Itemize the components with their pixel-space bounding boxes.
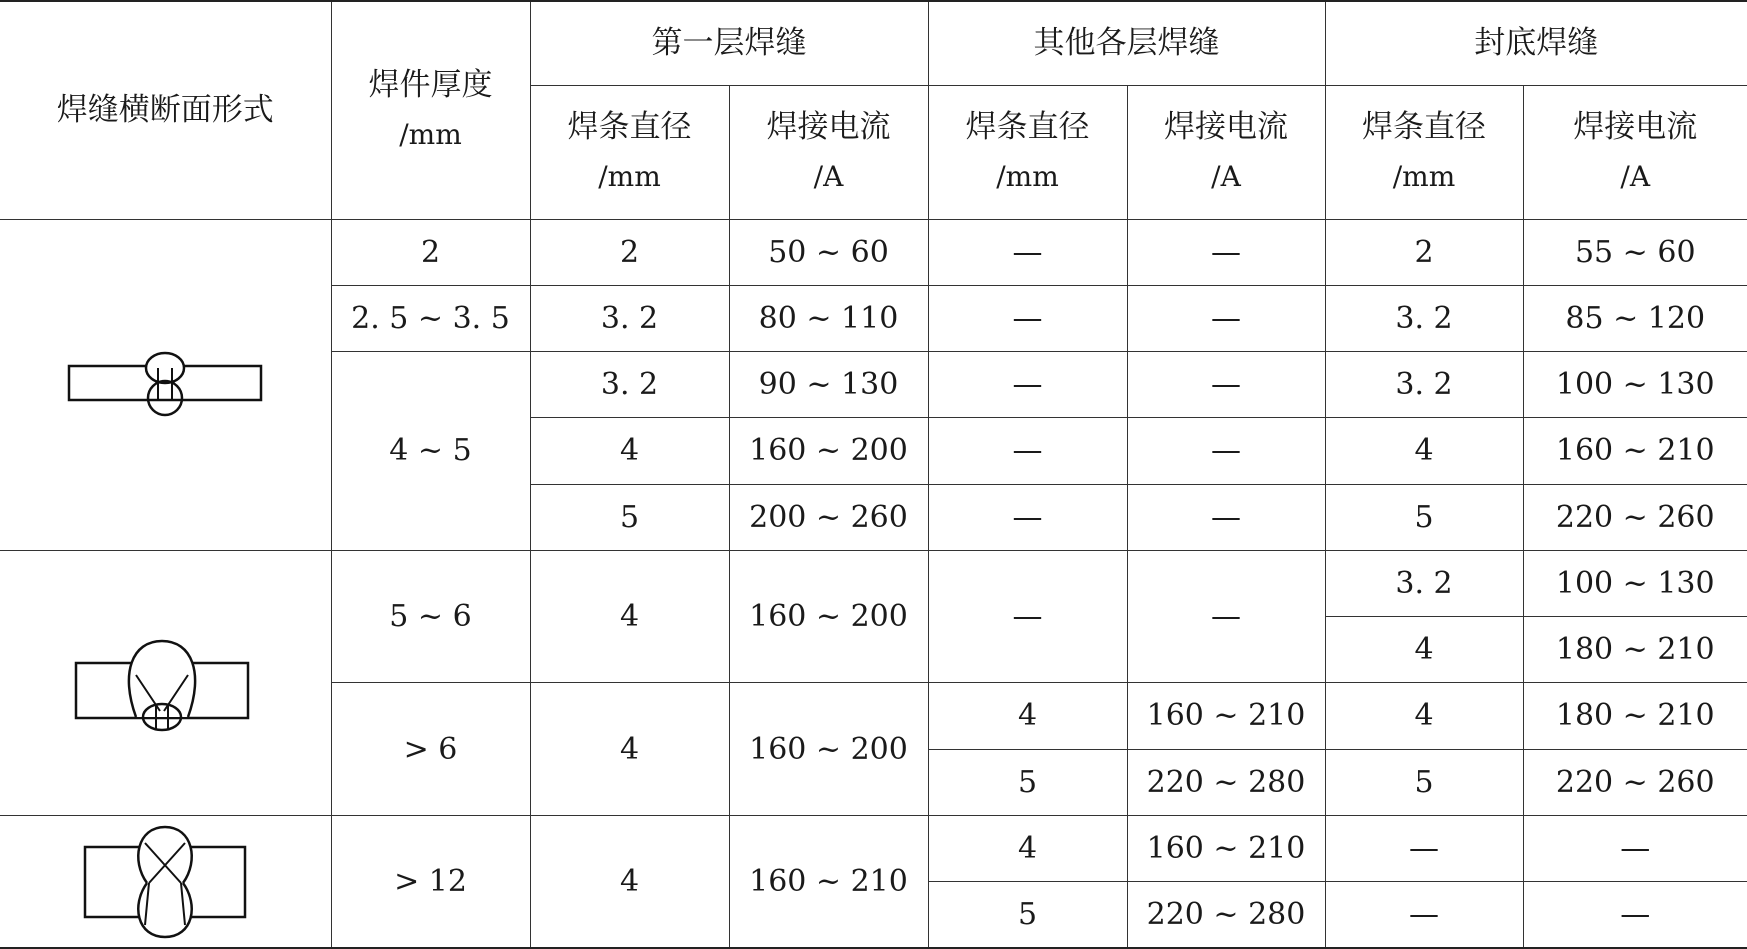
header-thickness-label: 焊件厚度: [368, 67, 493, 104]
first-diameter-cell: 4: [530, 815, 729, 948]
header-other-layers: 其他各层焊缝: [928, 1, 1325, 85]
other-diameter-cell: 4: [928, 683, 1127, 749]
first-diameter-cell: 2: [530, 219, 729, 285]
weld-section-multi-pass-icon: [70, 633, 260, 733]
seal-current-cell: 160 ~ 210: [1523, 418, 1747, 484]
header-thickness-unit: /mm: [399, 118, 462, 152]
subheader-current-unit: /A: [813, 160, 844, 193]
thickness-cell: 2: [331, 219, 530, 285]
seal-diameter-cell: 3. 2: [1325, 550, 1523, 616]
subheader-current-unit: /A: [1211, 160, 1241, 193]
other-current-cell: —: [1127, 418, 1325, 484]
seal-diameter-cell: 4: [1325, 418, 1523, 484]
thickness-cell: 2. 5 ~ 3. 5: [331, 285, 530, 351]
seal-current-cell: 85 ~ 120: [1523, 285, 1747, 351]
first-current-cell: 50 ~ 60: [729, 219, 928, 285]
first-diameter-cell: 3. 2: [530, 285, 729, 351]
seal-current-cell: —: [1523, 815, 1747, 881]
weld-section-cell: [0, 219, 331, 550]
first-diameter-cell: 4: [530, 683, 729, 816]
other-current-cell: —: [1127, 352, 1325, 418]
subheader-diameter-label: 焊条直径: [1362, 109, 1486, 145]
subheader-diameter-unit: /mm: [598, 160, 661, 193]
other-diameter-cell: 5: [928, 749, 1127, 815]
subheader-diameter-label: 焊条直径: [567, 109, 692, 145]
subheader-current: [729, 85, 928, 219]
other-current-cell: —: [1127, 219, 1325, 285]
thickness-cell: 5 ~ 6: [331, 550, 530, 683]
seal-current-cell: 180 ~ 210: [1523, 683, 1747, 749]
header-first-layer: 第一层焊缝: [530, 1, 928, 85]
subheader-diameter: [1325, 85, 1523, 219]
seal-current-cell: 100 ~ 130: [1523, 352, 1747, 418]
subheader-current-label: 焊接电流: [1164, 109, 1288, 145]
first-diameter-cell: 4: [530, 550, 729, 683]
thickness-cell: > 12: [331, 815, 530, 948]
other-current-cell: —: [1127, 484, 1325, 550]
other-diameter-cell: —: [928, 550, 1127, 683]
other-diameter-cell: —: [928, 285, 1127, 351]
other-current-cell: 160 ~ 210: [1127, 815, 1325, 881]
seal-diameter-cell: 3. 2: [1325, 285, 1523, 351]
seal-current-cell: 180 ~ 210: [1523, 617, 1747, 683]
seal-diameter-cell: 4: [1325, 683, 1523, 749]
other-current-cell: —: [1127, 285, 1325, 351]
first-diameter-cell: 4: [530, 418, 729, 484]
other-diameter-cell: 5: [928, 882, 1127, 948]
subheader-current-unit: /A: [1620, 160, 1651, 193]
subheader-current-label: 焊接电流: [1573, 109, 1698, 145]
thickness-cell: > 6: [331, 683, 530, 816]
first-current-cell: 160 ~ 200: [729, 418, 928, 484]
subheader-diameter-unit: /mm: [996, 160, 1059, 193]
subheader-diameter: [530, 85, 729, 219]
first-current-cell: 160 ~ 200: [729, 550, 928, 683]
subheader-diameter-unit: /mm: [1392, 160, 1456, 193]
subheader-current: [1523, 85, 1747, 219]
first-current-cell: 80 ~ 110: [729, 285, 928, 351]
seal-diameter-cell: 2: [1325, 219, 1523, 285]
first-current-cell: 160 ~ 200: [729, 683, 928, 816]
other-current-cell: 220 ~ 280: [1127, 749, 1325, 815]
seal-current-cell: 55 ~ 60: [1523, 219, 1747, 285]
weld-section-double-v-icon: [75, 821, 255, 941]
first-diameter-cell: 3. 2: [530, 352, 729, 418]
other-current-cell: 160 ~ 210: [1127, 683, 1325, 749]
other-current-cell: —: [1127, 550, 1325, 683]
weld-section-cell: [0, 815, 331, 948]
other-diameter-cell: —: [928, 418, 1127, 484]
header-section-form: 焊缝横断面形式: [0, 1, 331, 219]
seal-diameter-cell: 5: [1325, 484, 1523, 550]
seal-diameter-cell: —: [1325, 882, 1523, 948]
weld-section-cell: [0, 550, 331, 815]
seal-diameter-cell: —: [1325, 815, 1523, 881]
other-diameter-cell: —: [928, 484, 1127, 550]
seal-current-cell: 220 ~ 260: [1523, 749, 1747, 815]
first-current-cell: 200 ~ 260: [729, 484, 928, 550]
subheader-current-label: 焊接电流: [766, 109, 891, 145]
seal-diameter-cell: 5: [1325, 749, 1523, 815]
first-current-cell: 90 ~ 130: [729, 352, 928, 418]
subheader-diameter: [928, 85, 1127, 219]
other-diameter-cell: 4: [928, 815, 1127, 881]
other-diameter-cell: —: [928, 219, 1127, 285]
seal-current-cell: 100 ~ 130: [1523, 550, 1747, 616]
subheader-current: [1127, 85, 1325, 219]
thickness-cell: 4 ~ 5: [331, 352, 530, 551]
header-thickness: [331, 1, 530, 219]
other-current-cell: 220 ~ 280: [1127, 882, 1325, 948]
first-diameter-cell: 5: [530, 484, 729, 550]
seal-diameter-cell: 4: [1325, 617, 1523, 683]
seal-current-cell: —: [1523, 882, 1747, 948]
first-current-cell: 160 ~ 210: [729, 815, 928, 948]
other-diameter-cell: —: [928, 352, 1127, 418]
subheader-diameter-label: 焊条直径: [965, 109, 1090, 145]
weld-section-two-pass-icon: [65, 350, 265, 420]
seal-diameter-cell: 3. 2: [1325, 352, 1523, 418]
seal-current-cell: 220 ~ 260: [1523, 484, 1747, 550]
header-sealing-weld: 封底焊缝: [1325, 1, 1747, 85]
